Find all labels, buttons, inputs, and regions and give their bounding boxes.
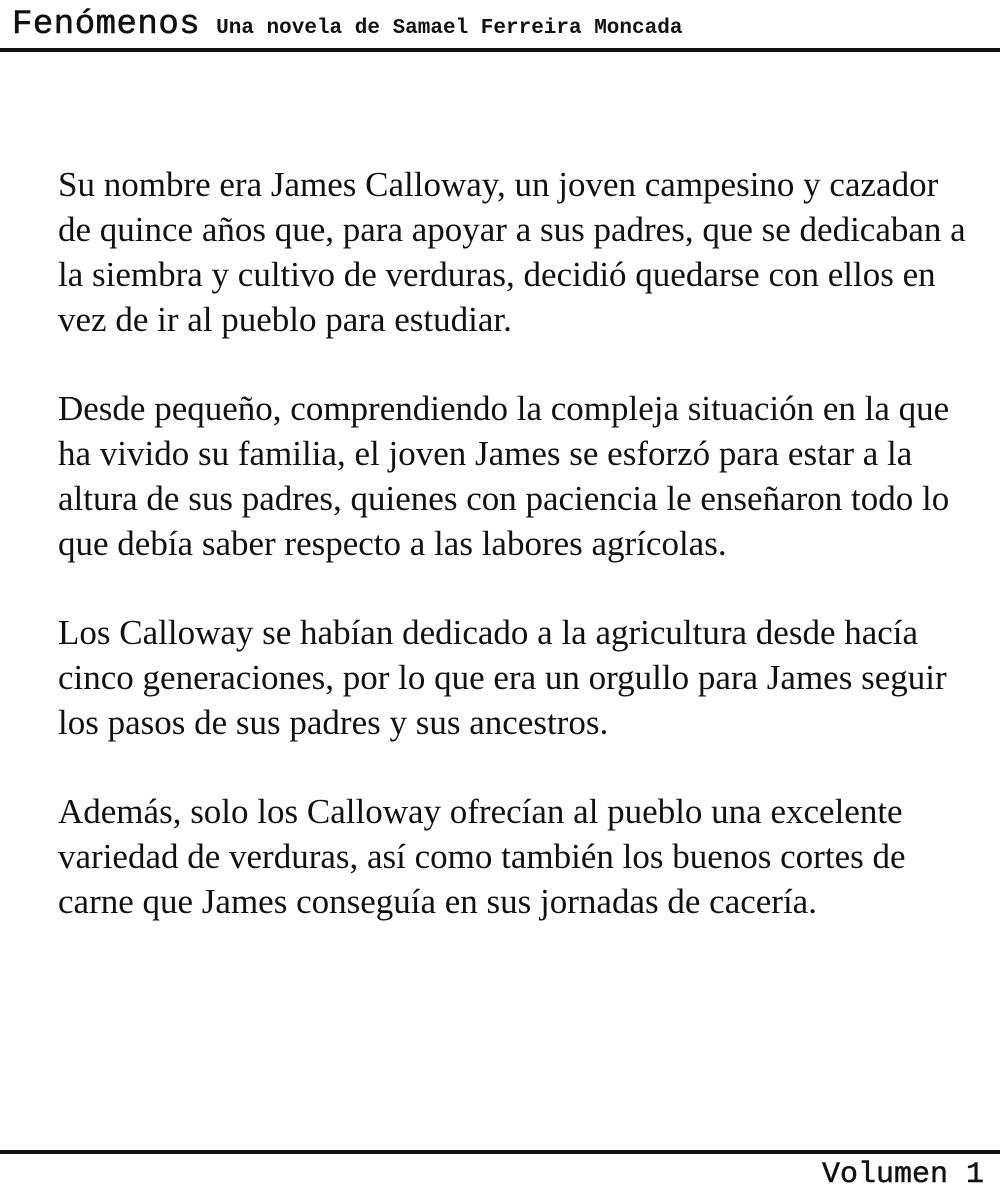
paragraph-3: Los Calloway se habían dedicado a la agricultura desde hacía cinco generaciones, por lo que era un orgullo para James seguir los pasos de sus padres y sus ancestros.: [58, 613, 947, 742]
page-header: [0, 0, 1000, 52]
volume-label: Volumen 1: [821, 1158, 984, 1192]
book-title: Fenómenos: [12, 6, 201, 44]
book-subtitle: Una novela de Samael Ferreira Moncada: [216, 17, 683, 40]
paragraph-2: Desde pequeño, comprendiendo la compleja situación en la que ha vivido su familia, el joven James se esforzó para estar a la altura de sus padres, quienes con paciencia le enseñaron todo lo que debía saber respecto a las labores agrícolas.: [58, 389, 950, 563]
page-body: [58, 162, 968, 968]
paragraph-1: Su nombre era James Calloway, un joven campesino y cazador de quince años que, para apoyar a sus padres, que se dedicaban a la siembra y cultivo de verduras, decidió quedarse con ellos en vez de ir al pueblo para estudiar.: [58, 165, 966, 339]
paragraph-4: Además, solo los Calloway ofrecían al pueblo una excelente variedad de verduras, así como también los buenos cortes de carne que James conseguía en sus jornadas de cacería.: [58, 792, 906, 921]
footer-divider: [0, 1150, 1000, 1154]
